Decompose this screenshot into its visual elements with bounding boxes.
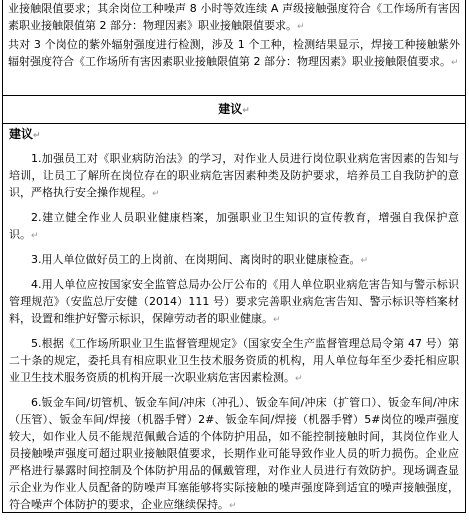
recommendation-item: 4.用人单位应按国家安全监管总局办公厅公布的《用人单位职业病危害告知与警示标识管理规范》（安监总厅安健（2014）111 号）要求完善职业病危害告知、警示标识等档案材料，设置和维护好警示标识，保障劳动者的职业健康。↵: [9, 278, 459, 325]
paragraph-mark-icon: ↵: [31, 231, 39, 241]
paragraph-mark-icon: ↵: [229, 501, 237, 511]
paragraph-mark-icon: ↵: [295, 374, 303, 384]
results-paragraph-2: 共对 3 个岗位的紫外辐射强度进行检测，涉及 1 个工种，检测结果显示，焊接工种接触紫外辐射强度符合《工作场所有害因素职业接触限值第 2 部分：物理因素》职业接触限值要求。↵: [8, 38, 460, 68]
section-header: [3, 96, 465, 123]
paragraph-mark-icon: ↵: [152, 189, 160, 199]
recommendations-cell: [3, 126, 465, 521]
recommendation-item: 3.用人单位做好员工的上岗前、在岗期间、离岗时的职业健康检查。↵: [31, 253, 369, 266]
paragraph-mark-icon: ↵: [297, 22, 305, 32]
paragraph-mark-icon: ↵: [33, 131, 41, 141]
results-paragraph-1: 业接触限值要求；其余岗位工种噪声 8 小时等效连续 A 声级接触强度符合《工作场所有害因素职业接触限值第 2 部分：物理因素》职业接触限值要求。↵: [8, 2, 460, 32]
recommendation-item: 1.加强员工对《职业病防治法》的学习，对作业人员进行岗位职业病危害因素的告知与培训，让员工了解所在岗位存在的职业病危害因素种类及防护要求，培养员工自我防护的意识，严格执行安全操作规程。↵: [9, 152, 459, 199]
row-divider: [3, 123, 465, 124]
results-cell: [3, 0, 465, 95]
paragraph-mark-icon: ↵: [273, 315, 281, 325]
paragraph-mark-icon: ↵: [360, 256, 369, 266]
recommendation-item: 5.根据《工作场所职业卫生监督管理规定》（国家安全生产监督管理总局令第 47 号）第二十条的规定，委托具有相应职业卫生技术服务资质的机构，用人单位每年至少委托相应职业卫生技术服务资质的机构开展一次职业病危害因素检测。↵: [9, 337, 459, 384]
table-frame: [2, 0, 466, 513]
recommendation-item: 2.建立健全作业人员职业健康档案，加强职业卫生知识的宣传教育，增强自我保护意识。↵: [9, 211, 459, 241]
paragraph-mark-icon: ↵: [451, 58, 459, 68]
recommendations-heading: 建议↵: [9, 127, 41, 141]
paragraph-mark-icon: ↵: [242, 106, 250, 116]
recommendation-item: 6.钣金车间/切管机、钣金车间/冲床（冲孔）、钣金车间/冲床（扩管口）、钣金车间/冲床（压管）、钣金车间/焊接（机器手臂）2#、钣金车间/焊接（机器手臂）5#岗位的噪声强度较大，如作业人员不能规范佩戴合适的个体防护用品，如不能控制接触时间，其岗位作业人员接触噪声强度可超过职业接触限值要求，长期作业可能导致作业人员的听力损伤。企业应严格进行暴露时间控制及个体防护用品的佩戴管理，对作业人员进行有效防护。现场调查显示企业为作业人员配备的防噪声耳塞能够将实际接触的噪声强度降到适宜的噪声接触强度，符合噪声个体防护的要求，企业应继续保持。↵: [9, 396, 459, 511]
section-header-label: 建议: [218, 102, 243, 116]
